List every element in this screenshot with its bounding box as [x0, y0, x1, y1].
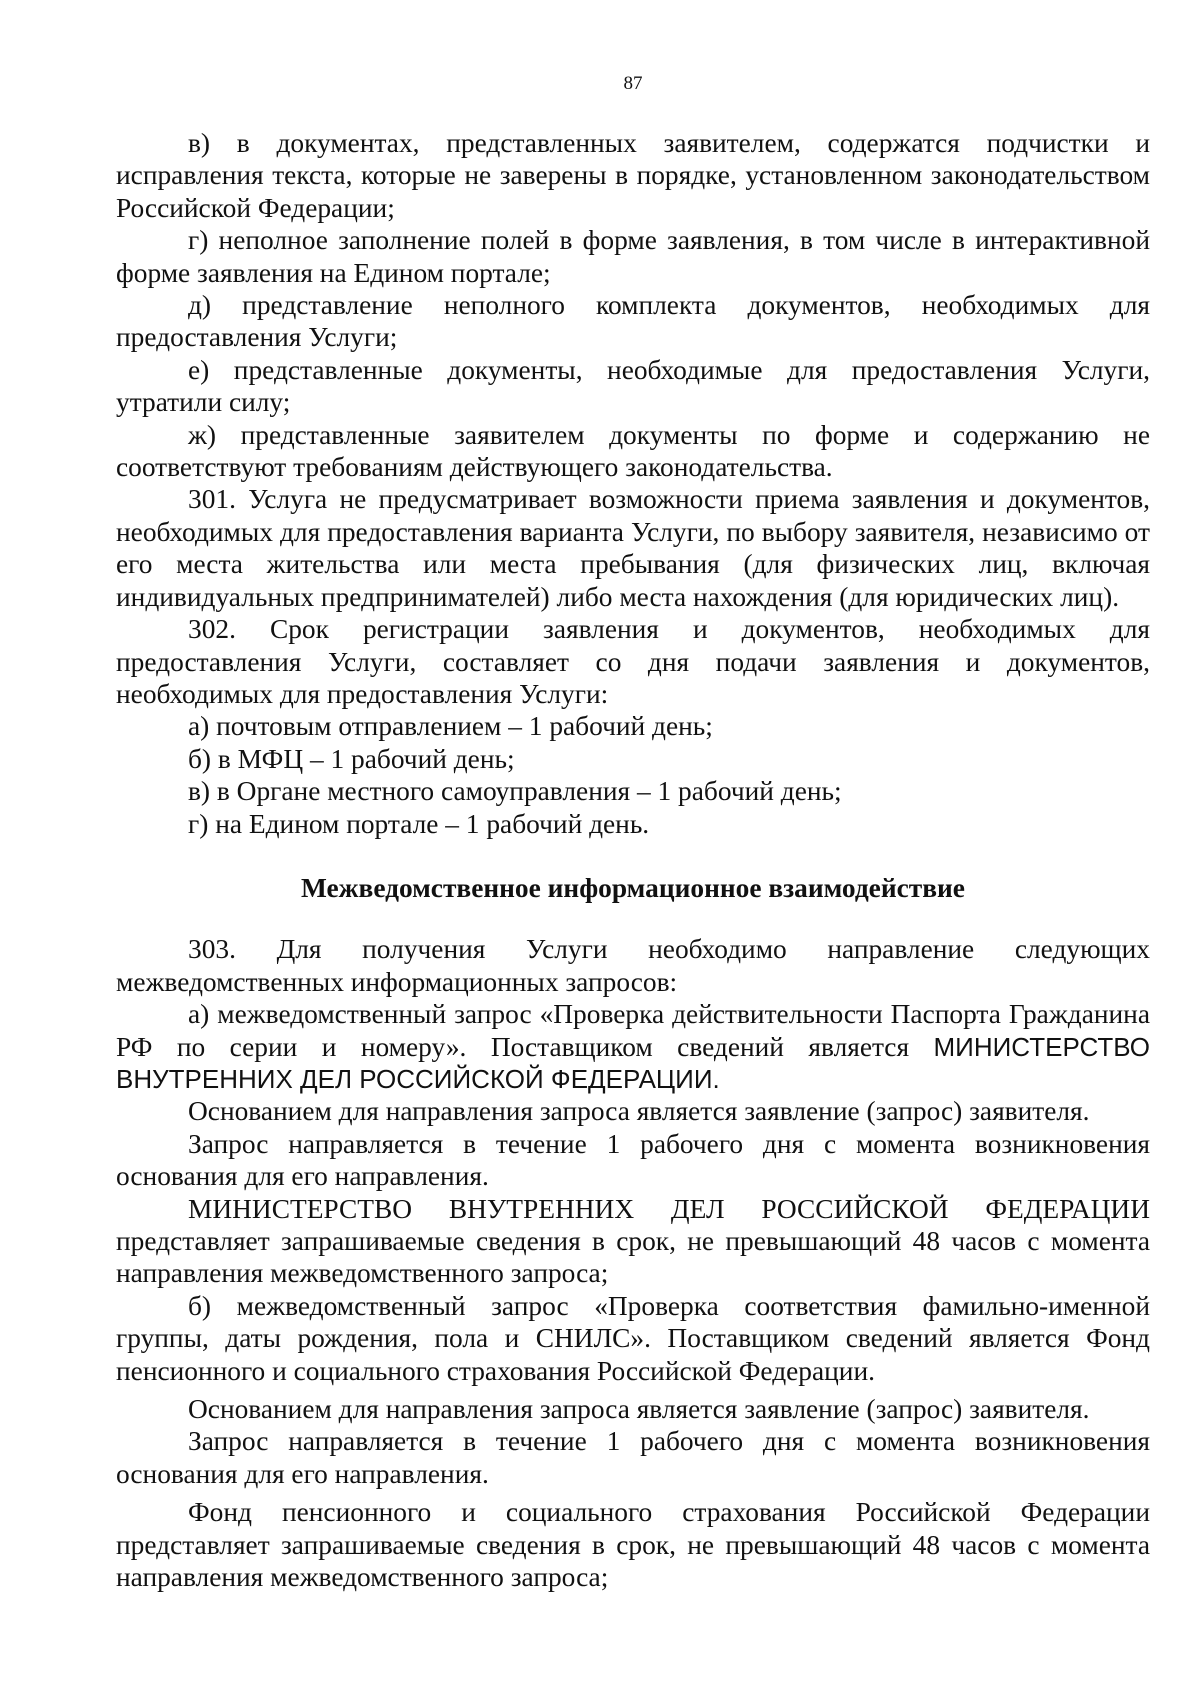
- paragraph-303: 303. Для получения Услуги необходимо направление следующих межведомственных информационных запросов:: [116, 934, 1150, 997]
- supplier-mvd: МИНИСТЕРСТВО ВНУТРЕННИХ ДЕЛ РОССИЙСКОЙ ФЕДЕРАЦИИ.: [116, 1031, 1150, 1094]
- paragraph-d: д) представление неполного комплекта документов, необходимых для предоставления Услуги;: [116, 290, 1150, 353]
- paragraph-basis-2: Основанием для направления запроса является заявление (запрос) заявителя.: [188, 1394, 1090, 1425]
- paragraph-sent-1: Запрос направляется в течение 1 рабочего дня с момента возникновения основания для его направления.: [116, 1128, 1150, 1192]
- list-after-heading: [116, 933, 1150, 1593]
- paragraph-fund: Фонд пенсионного и социального страхования Российской Федерации представляет запрашиваемые сведения в срок, не превышающий 48 часов с момента направления межведомственного запроса;: [116, 1497, 1150, 1593]
- paragraph-302-g: г) на Едином портале – 1 рабочий день.: [188, 808, 650, 839]
- paragraph-g: г) неполное заполнение полей в форме заявления, в том числе в интерактивной форме заявления на Едином портале;: [116, 225, 1150, 288]
- paragraph-303-b: б) межведомственный запрос «Проверка соответствия фамильно-именной группы, даты рождения, пола и СНИЛС». Поставщиком сведений является Фонд пенсионного и социального страхования Российской Федерации.: [116, 1290, 1150, 1386]
- paragraph-302-b: б) в МФЦ – 1 рабочий день;: [188, 743, 515, 774]
- paragraph-mvd: [116, 1193, 1150, 1290]
- paragraph-302-a: а) почтовым отправлением – 1 рабочий день;: [188, 711, 713, 742]
- paragraph-v: в) в документах, представленных заявителем, содержатся подчистки и исправления текста, которые не заверены в порядке, установленном законодательством Российской Федерации;: [116, 128, 1150, 223]
- paragraph-e: е) представленные документы, необходимые для предоставления Услуги, утратили силу;: [116, 354, 1150, 418]
- paragraph-303-a-text: а) межведомственный запрос «Проверка действительности Паспорта Гражданина РФ по серии и номеру». Поставщиком сведений является: [116, 999, 1150, 1062]
- page-number: 87: [623, 73, 643, 94]
- paragraph-303-a: [116, 998, 1150, 1095]
- mvd-rest: представляет запрашиваемые сведения в срок, не превышающий 48 часов с момента направления межведомственного запроса;: [116, 1226, 1150, 1289]
- paragraph-301: 301. Услуга не предусматривает возможности приема заявления и документов, необходимых для предоставления варианта Услуги, по выбору заявителя, независимо от его места жительства или места пребывания (для физических лиц, включая индивидуальных предпринимателей) либо места нахождения (для юридических лиц).: [116, 484, 1150, 612]
- paragraph-302-v: в) в Органе местного самоуправления – 1 рабочий день;: [188, 776, 842, 807]
- section-heading: Межведомственное информационное взаимодействие: [301, 872, 965, 903]
- paragraph-zh: ж) представленные заявителем документы по форме и содержанию не соответствуют требованиям действующего законодательства.: [116, 419, 1150, 483]
- paragraph-basis-1: Основанием для направления запроса является заявление (запрос) заявителя.: [188, 1096, 1090, 1127]
- paragraph-302: 302. Срок регистрации заявления и документов, необходимых для предоставления Услуги, составляет со дня подачи заявления и документов, необходимых для предоставления Услуги:: [116, 614, 1150, 709]
- mvd-caps: МИНИСТЕРСТВО ВНУТРЕННИХ ДЕЛ РОССИЙСКОЙ ФЕДЕРАЦИИ: [188, 1193, 1150, 1224]
- paragraph-sent-2: Запрос направляется в течение 1 рабочего дня с момента возникновения основания для его направления.: [116, 1426, 1150, 1489]
- list-before-heading: [116, 127, 1150, 840]
